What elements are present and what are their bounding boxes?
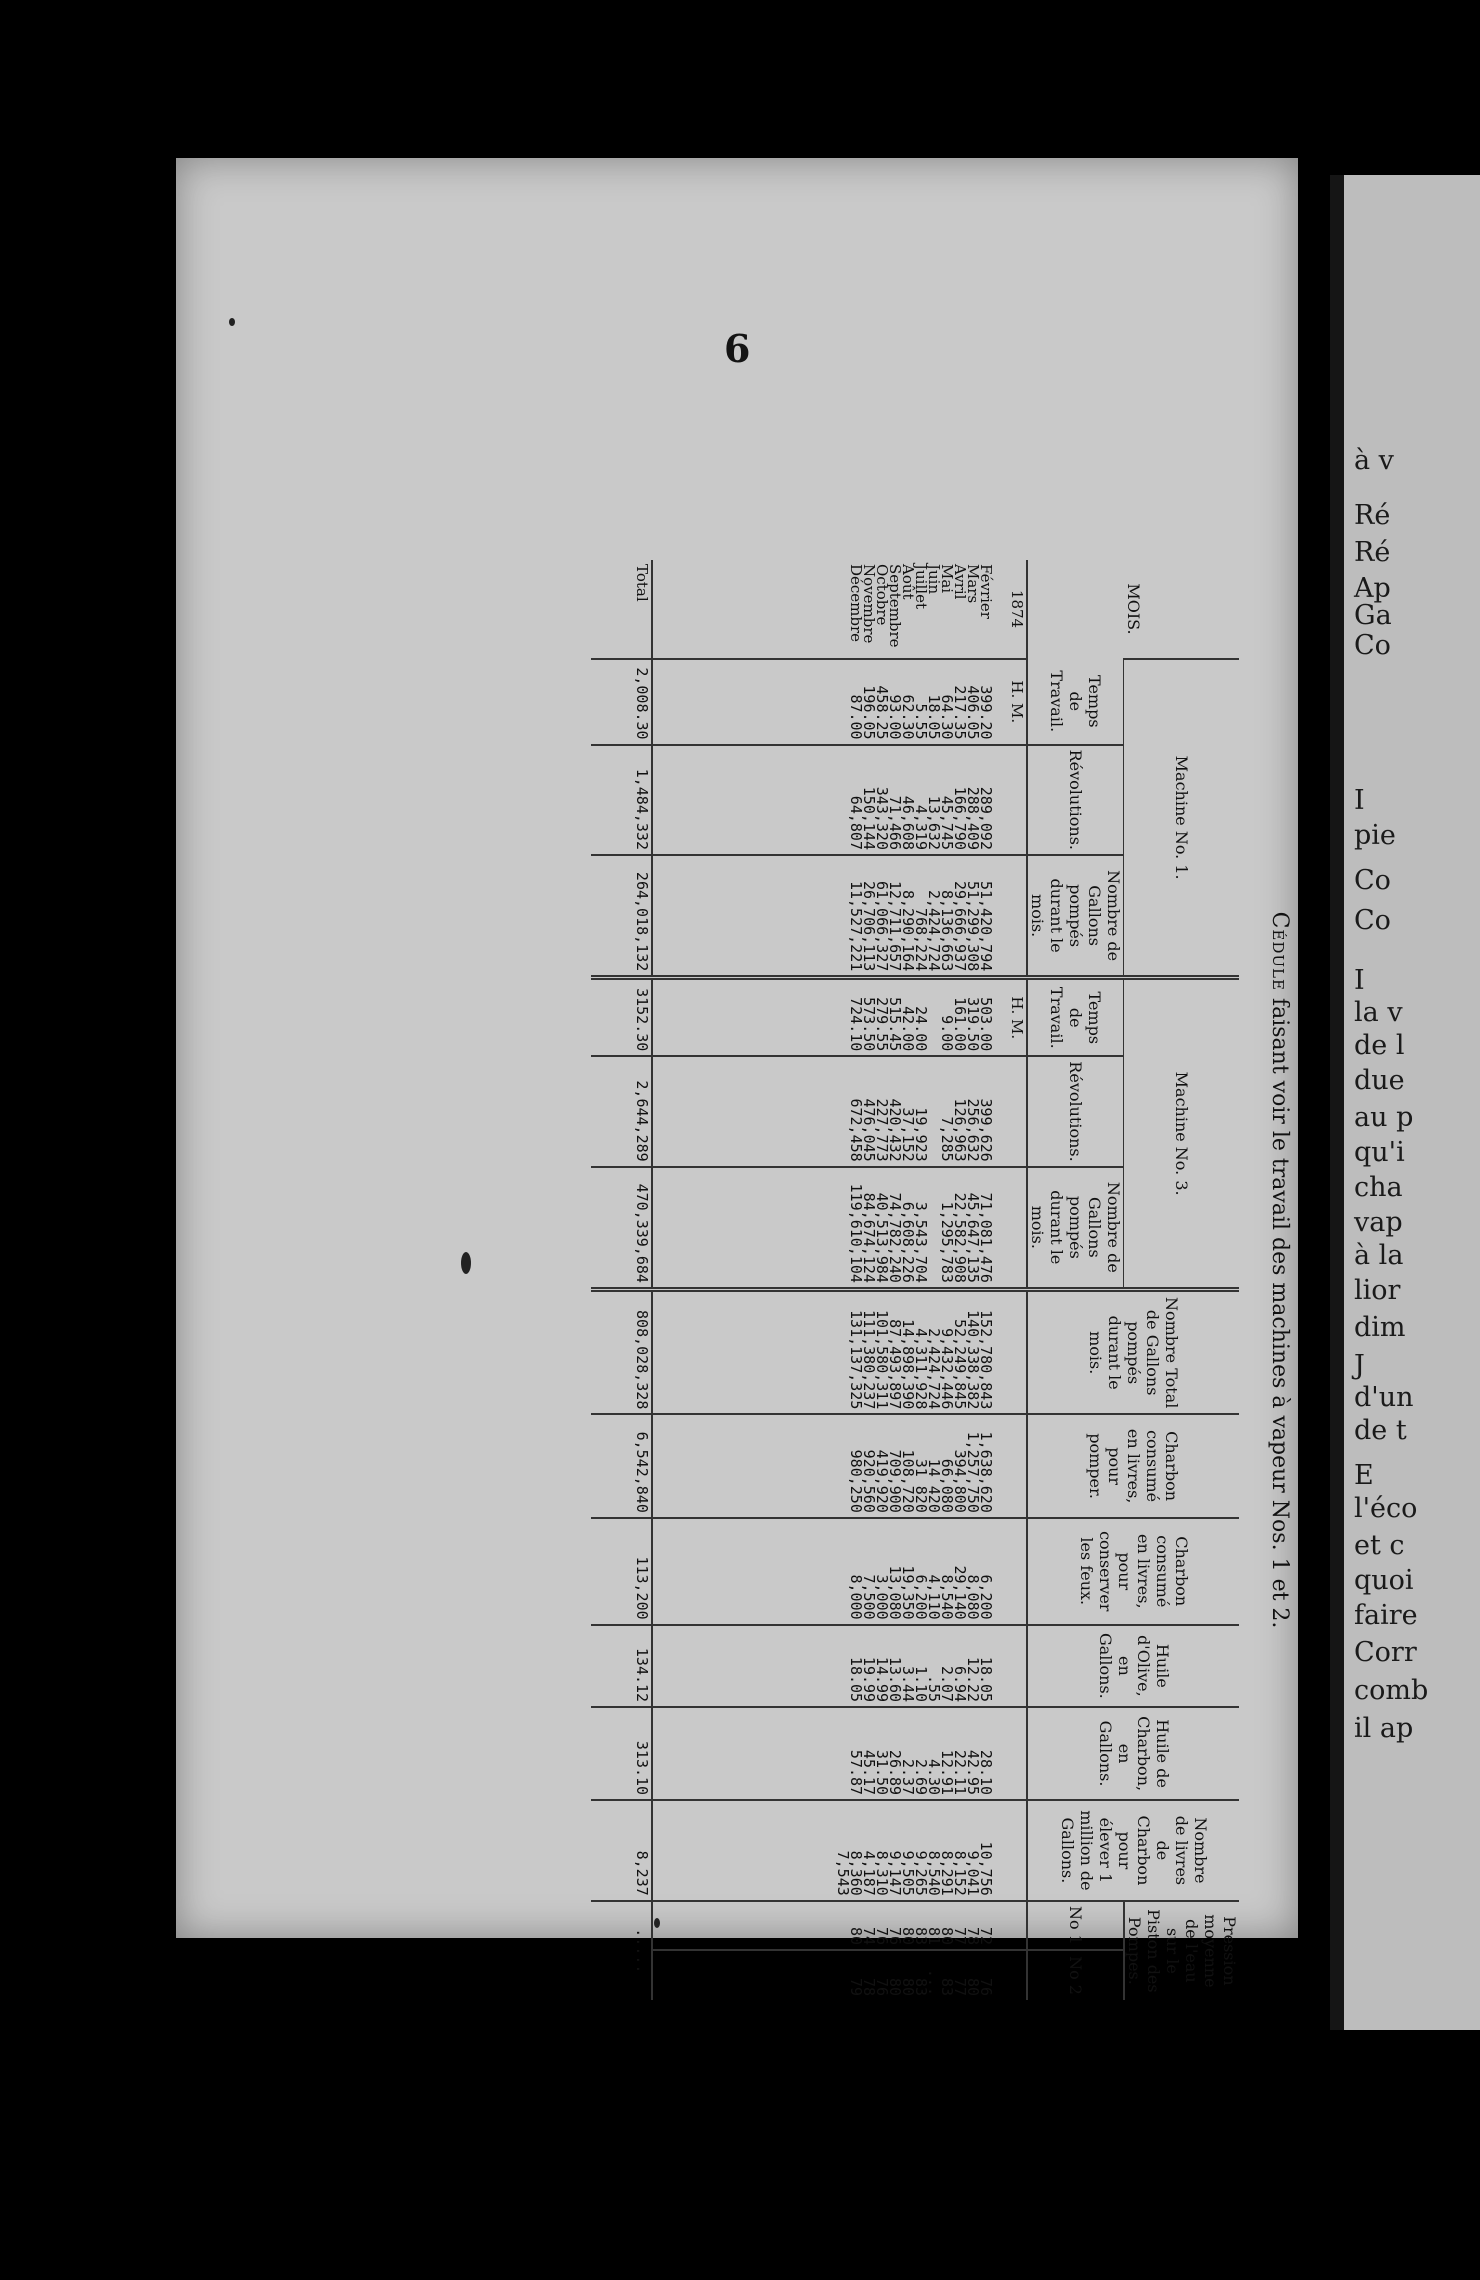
facing-page-text: de t [1354, 1415, 1407, 1446]
facing-page-text: la v [1354, 997, 1403, 1028]
facing-page-text: J [1354, 1350, 1365, 1381]
total-charbon-feux: 113,200 [591, 1518, 652, 1625]
facing-page-text: il ap [1354, 1713, 1414, 1744]
total-livres-charbon: 8,237 [591, 1800, 652, 1901]
header-livres-charbon: Nombre de livres de Charbon pour élever 1 million de Gallons. [1028, 1800, 1240, 1901]
total-m1-temps: 2,008.30 [591, 659, 652, 745]
col-m1-gallons: 51,420,794 51,299,308 29,666,937 8,136,663 2,424,724 768,224 8,290,164 12,711,657 61,066,327 26,706,113 11,527,221 [652, 855, 993, 978]
col-huile-charbon: 28.10 42.95 22.11 12.91 4.30 2.69 2.37 26.89 31.50 45.17 57.87 [652, 1707, 993, 1800]
facing-page-text: Co [1354, 630, 1391, 661]
col-m1-rev: 289,092 288,409 166,790 45,745 13,632 4,319 46,608 71,466 343,320 150,144 64,807 [652, 745, 993, 855]
engine-work-table [591, 560, 1239, 2000]
total-charbon-pomper: 6,542,840 [591, 1414, 652, 1518]
unit-hm-m1: H. M. [993, 659, 1028, 745]
total-m1-gallons: 264,018,132 [591, 855, 652, 978]
facing-page-text: comb [1354, 1675, 1429, 1706]
facing-page-edge [1330, 175, 1480, 2030]
facing-page-text: Ré [1354, 537, 1391, 568]
facing-page-text: Corr [1354, 1637, 1417, 1668]
facing-page-text: d'un [1354, 1382, 1414, 1413]
col-months: Février Mars Avril Mai Juin Juillet Août Septembre Octobre Novembre Décembre [847, 564, 996, 648]
facing-page-text: vap [1354, 1207, 1403, 1238]
facing-page-text: Ap [1354, 573, 1391, 604]
facing-page-text: à v [1354, 445, 1394, 476]
col-charbon-feux: 6,200 8,080 29,140 8,540 4,110 6,200 19,350 13,080 3,000 7,500 8,000 [652, 1518, 993, 1625]
col-pression-no2: 76 80 77 83 ... 83 80 80 76 78 79 [652, 1950, 993, 2000]
header-m1-rev: Révolutions. [1028, 745, 1125, 855]
caption-lead: Cédule [1267, 911, 1292, 991]
header-mois: MOIS. [1028, 560, 1240, 659]
facing-page-text: Co [1354, 865, 1391, 896]
year-label: 1874 [1008, 589, 1027, 629]
header-machine3: Machine No. 3. [1124, 978, 1239, 1290]
facing-page-text: faire [1354, 1600, 1418, 1631]
facing-page-text: Ré [1354, 500, 1391, 531]
facing-page-text: dim [1354, 1312, 1406, 1343]
total-m3-temps: 3152.30 [591, 978, 652, 1057]
ink-speck [461, 1252, 471, 1274]
facing-page-text: au p [1354, 1102, 1414, 1133]
col-m3-rev: 399,626 256,632 126,963 7,285 19,923 37,152 420,432 227,773 476,045 672,458 [652, 1056, 993, 1166]
header-charbon-feux: Charbon consumé en livres, pour conserver les feux. [1028, 1518, 1240, 1625]
facing-page-text: qu'i [1354, 1137, 1405, 1168]
ink-speck [229, 318, 235, 326]
facing-page-text: Ga [1354, 600, 1392, 631]
header-m3-rev: Révolutions. [1028, 1056, 1125, 1166]
facing-page-text: E [1354, 1460, 1374, 1491]
total-m3-rev: 2,644,289 [591, 1056, 652, 1166]
header-pression-no1: No 1 [1028, 1901, 1125, 1950]
header-pression-no2: No 2 [1028, 1950, 1125, 2000]
facing-page-text: cha [1354, 1172, 1403, 1203]
header-m1-gallons: Nombre de Gallons pompés durant le mois. [1028, 855, 1125, 978]
facing-page-text: l'éco [1354, 1493, 1418, 1524]
facing-page-text: pie [1354, 820, 1396, 851]
total-m1-rev: 1,484,332 [591, 745, 652, 855]
header-huile-olive: Huile d'Olive, en Gallons. [1028, 1625, 1240, 1707]
col-pression-no1: 72 78 77 80 81 83 80 76 76 74 80 [652, 1901, 993, 1950]
header-pression: Pression moyenne de l'eau sur le Piston des Pompes. [1124, 1901, 1239, 2000]
header-huile-charbon: Huile de Charbon, en Gallons. [1028, 1707, 1240, 1800]
col-m1-temps: 399.20 406.05 217.35 64.30 18.05 5.55 62.30 93.00 458.25 196.05 87.00 [652, 659, 993, 745]
col-livres-charbon: 10,756 9,041 8,152 8,291 8,540 9,265 9,505 9,147 8,310 4,187 8,360 7,543 [652, 1800, 993, 1901]
header-machine1: Machine No. 1. [1124, 659, 1239, 978]
facing-page-text: I [1354, 965, 1365, 996]
facing-page-text: quoi [1354, 1565, 1414, 1596]
header-total-gallons: Nombre Total de Gallons pompés durant le mois. [1028, 1289, 1240, 1414]
total-pression: ..... [591, 1901, 652, 2000]
total-m3-gallons: 470,339,684 [591, 1167, 652, 1290]
ink-speck [654, 1918, 660, 1928]
col-charbon-pomper: 1,638,620 1,257,750 394,800 66,080 14 420 31 820 108,720 709,900 419,920 920,560 980,250 [652, 1414, 993, 1518]
facing-page-text: lior [1354, 1275, 1401, 1306]
header-m1-temps: Temps de Travail. [1028, 659, 1125, 745]
header-charbon-pomper: Charbon consumé en livres, pour pomper. [1028, 1414, 1240, 1518]
page-number: 6 [724, 326, 751, 371]
scanned-page [176, 158, 1298, 1996]
total-gallons: 808,028,328 [591, 1289, 652, 1414]
rotated-schedule [569, 540, 1299, 2000]
facing-page-text: I [1354, 785, 1365, 816]
col-huile-olive: 18.05 12.22 6.94 2.07 .55 1.10 3.44 13.60 14.99 19.99 18.05 [652, 1625, 993, 1707]
caption-text: faisant voir le travail des machines à vapeur Nos. 1 et 2. [1267, 997, 1292, 1629]
col-m3-temps: 503.00 319.50 161.00 9.00 24.00 42.00 515.45 279.55 573.50 724.10 [652, 978, 993, 1057]
col-m3-gallons: 71,081,476 45,647,135 22,582,908 1,295,783 3,543,704 6,608,226 74,782,240 40,513,984 84,674,124 119,610,104 [652, 1167, 993, 1290]
table-caption [1259, 540, 1299, 2000]
total-label: Total [591, 560, 652, 659]
facing-page-text: à la [1354, 1240, 1404, 1271]
header-m3-gallons: Nombre de Gallons pompés durant le mois. [1028, 1167, 1125, 1290]
facing-page-text: de l [1354, 1030, 1405, 1061]
header-m3-temps: Temps de Travail. [1028, 978, 1125, 1057]
total-huile-olive: 134.12 [591, 1625, 652, 1707]
col-total-gallons: 152,780,843 140,338,382 52,249,845 9,432,446 2,424,724 4,311,928 14,898,390 87,493,897 101,580,311 111,380,237 131,137,325 [652, 1289, 993, 1414]
total-huile-charbon: 313.10 [591, 1707, 652, 1800]
facing-page-text: Co [1354, 905, 1391, 936]
facing-page-text: et c [1354, 1530, 1405, 1561]
unit-hm-m3: H. M. [993, 978, 1028, 1057]
facing-page-text: due [1354, 1065, 1405, 1096]
